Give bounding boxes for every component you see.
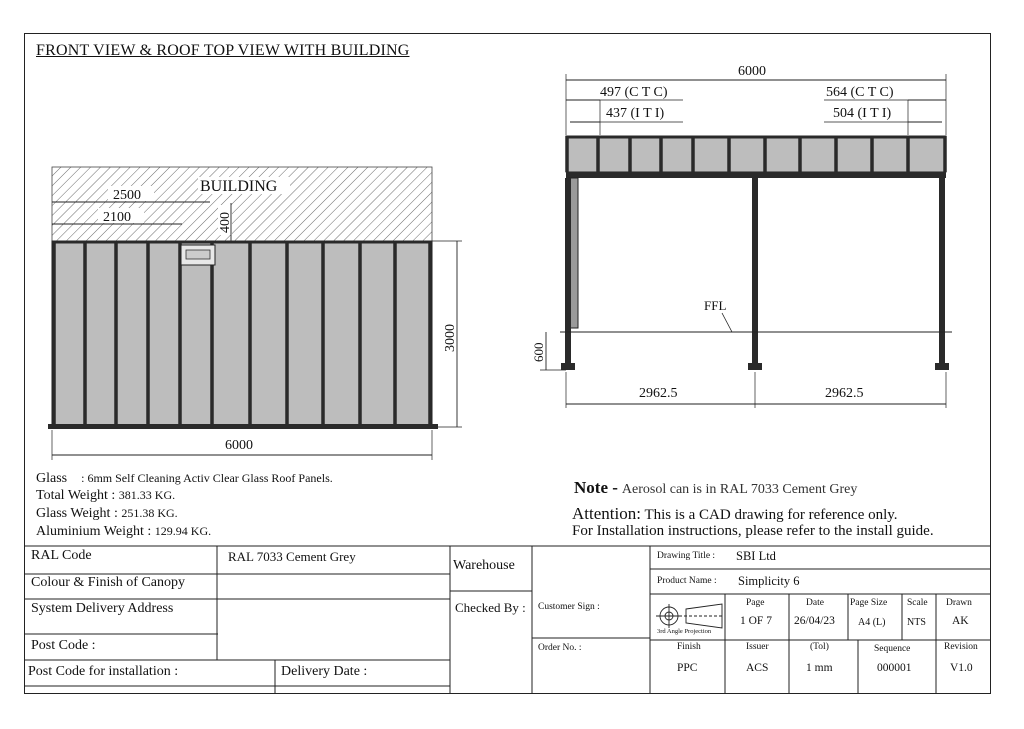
tol-value: 1 mm [806,662,833,674]
projection-label: 3rd Angle Projection [657,628,712,635]
drawing-title-label: Drawing Title : [657,551,716,561]
dim-6000-bottom-label: 6000 [225,438,253,453]
sequence-value: 000001 [877,662,912,674]
product-name-label: Product Name : [657,576,717,586]
spec-glass-weight-value: 251.38 KG. [121,506,178,520]
date-value: 26/04/23 [794,615,835,627]
dim-437-label: 437 (I T I) [606,106,665,121]
dim-600-label: 600 [531,342,546,362]
spec-glass [36,471,333,487]
dim-span-right-label: 2962.5 [825,386,864,401]
ffl-leader [722,313,732,332]
tol-label: (Tol) [810,642,829,652]
spec-total-weight-value: 381.33 KG. [118,488,176,502]
install-guide-line: For Installation instructions, please refer to the install guide. [572,523,934,539]
dim-2100-label: 2100 [103,210,131,225]
spec-glass-label: Glass [36,471,68,486]
revision-value: V1.0 [950,662,973,674]
post-middle [752,178,758,364]
finish-label: Finish [677,642,701,652]
third-angle-projection-symbol [656,604,724,628]
canopy-bottom-gutter [48,424,438,429]
ral-code-label: RAL Code [31,548,92,563]
delivery-address-label: System Delivery Address [31,601,174,616]
post-foot-left [561,363,575,370]
colour-finish-label: Colour & Finish of Canopy [31,575,186,590]
order-no-label: Order No. : [538,643,582,653]
delivery-date-label: Delivery Date : [281,664,368,679]
drawing-title-value: SBI Ltd [736,549,776,563]
warehouse-label: Warehouse [453,558,515,573]
product-name-value: Simplicity 6 [738,574,800,588]
spec-aluminium-weight-value: 129.94 KG. [154,524,212,538]
page-label: Page [746,598,765,608]
revision-label: Revision [944,642,978,652]
note-line [574,478,857,498]
drawing-heading: FRONT VIEW & ROOF TOP VIEW WITH BUILDING [36,42,410,59]
post-code-label: Post Code : [31,638,96,653]
post-code-installation-label: Post Code for installation : [28,664,179,679]
dim-504-label: 504 (I T I) [833,106,892,121]
finish-value: PPC [677,662,698,674]
page-value: 1 OF 7 [740,615,772,627]
post-foot-middle [748,363,762,370]
dim-span-left-label: 2962.5 [639,386,678,401]
spec-total-weight-label: Total Weight : [36,488,116,503]
date-label: Date [806,598,824,608]
dim-497-label: 497 (C T C) [600,85,668,100]
roof-panel-band [566,136,946,172]
drawn-label: Drawn [946,598,972,608]
dim-3000-label: 3000 [443,324,458,352]
spec-glass-value: : 6mm Self Cleaning Activ Clear Glass Roof Panels. [81,471,333,485]
spec-glass-weight [36,506,178,522]
dim-564-label: 564 (C T C) [826,85,894,100]
attention-text: This is a CAD drawing for reference only. [644,507,898,523]
ral-code-value: RAL 7033 Cement Grey [228,549,356,564]
scale-value: NTS [907,617,926,628]
dim-6000-top-label: 6000 [738,64,766,79]
checked-by-label: Checked By : [455,600,526,615]
roof-beam [566,172,946,178]
aerosol-box-inner [186,250,210,259]
note-text: Aerosol can is in RAL 7033 Cement Grey [621,482,858,497]
customer-sign-label: Customer Sign : [538,602,600,612]
dim-400-label: 400 [218,212,233,233]
attention-line [572,504,898,524]
spec-glass-weight-label: Glass Weight : [36,506,118,521]
issuer-label: Issuer [746,642,769,652]
spec-aluminium-weight [36,524,211,540]
post-left [565,178,571,364]
attention-label: Attention: [572,504,641,523]
issuer-value: ACS [746,662,769,674]
scale-label: Scale [907,598,928,608]
page-size-value: A4 (L) [858,617,886,628]
page-size-label: Page Size [850,598,888,608]
ffl-label: FFL [704,298,727,313]
note-label: Note - [574,478,618,497]
building-label: BUILDING [200,178,278,195]
post-foot-right [935,363,949,370]
spec-total-weight [36,488,175,504]
canopy-frame [52,241,432,427]
spec-aluminium-weight-label: Aluminium Weight : [36,524,152,539]
post-right [939,178,945,364]
drawn-value: AK [952,615,969,627]
dim-2500-label: 2500 [113,188,141,203]
sequence-label: Sequence [874,644,911,654]
